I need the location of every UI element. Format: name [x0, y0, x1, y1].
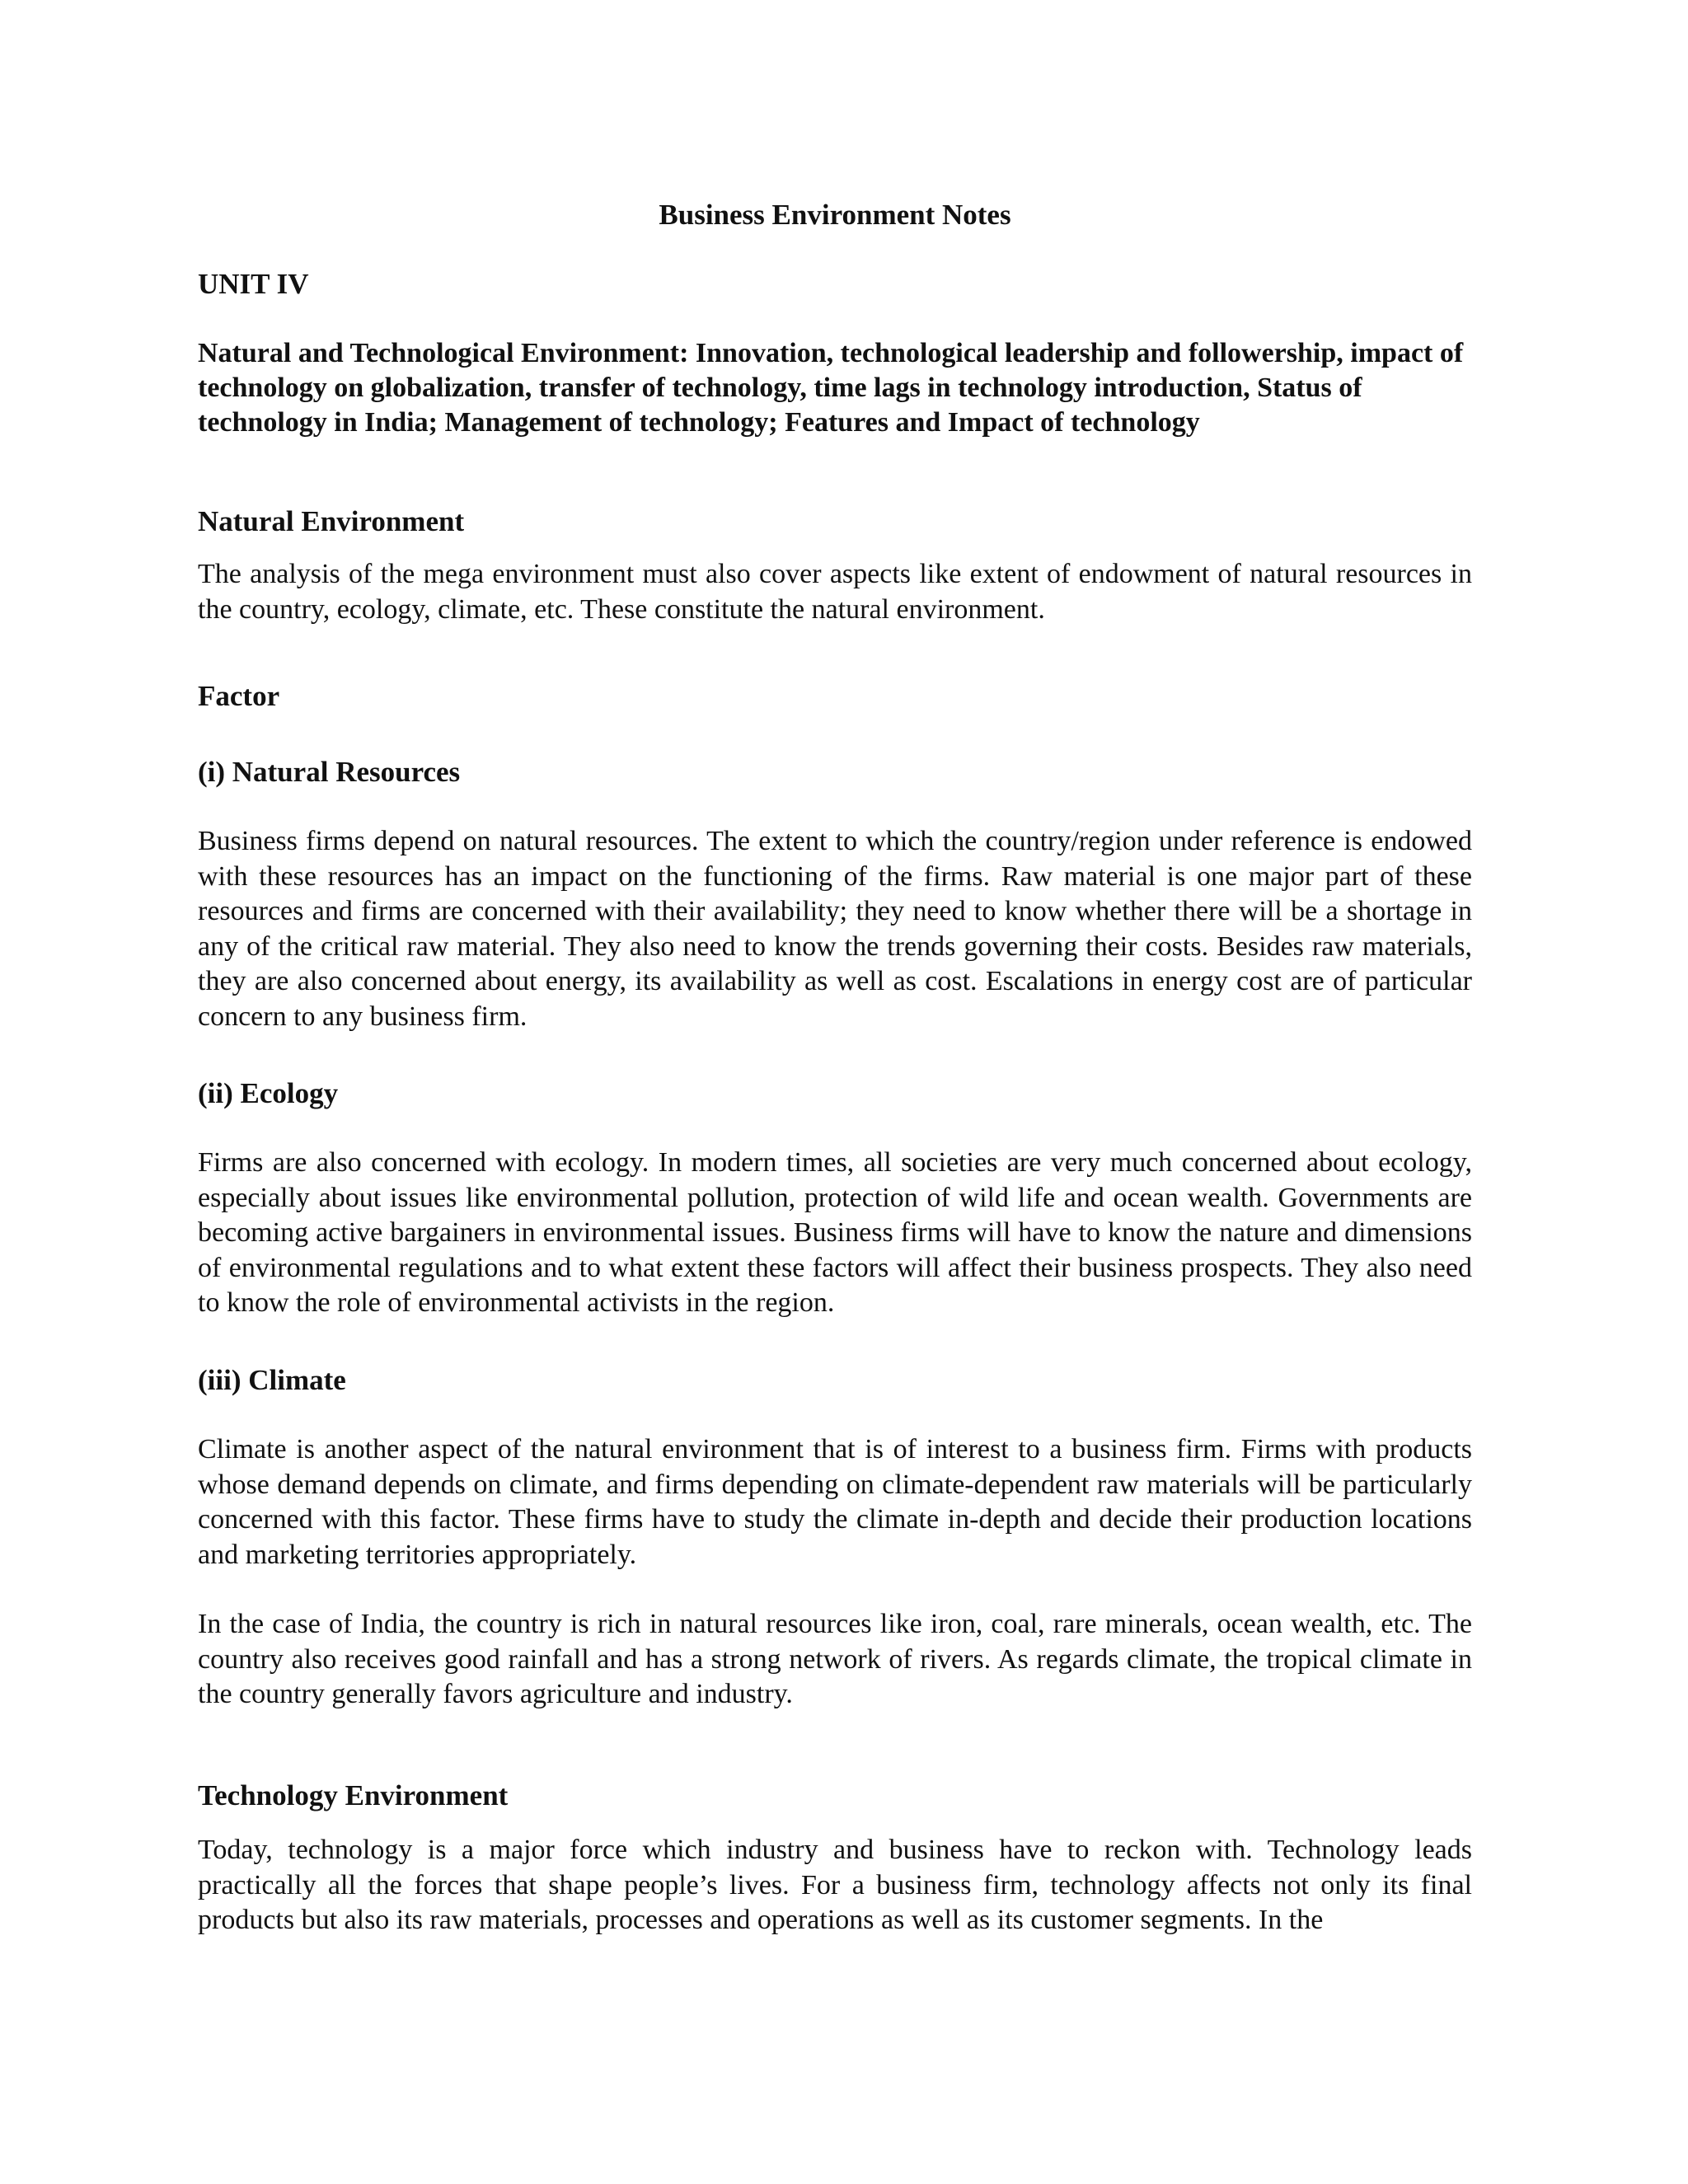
technology-environment-paragraph: Today, technology is a major force which industry and business have to reckon with. Technology leads practically all the forces that shape people’s lives. For a business firm, technology affects not only its final products but also its raw materials, processes and operations as well as its customer segments. In the	[198, 1835, 1472, 1935]
natural-environment-paragraph: The analysis of the mega environment must also cover aspects like extent of endowment of natural resources in the country, ecology, climate, etc. These constitute the natural environment.	[198, 559, 1472, 625]
ecology-heading: (ii) Ecology	[198, 1077, 339, 1109]
section-natural-environment	[198, 504, 1472, 627]
climate-heading: (iii) Climate	[198, 1364, 346, 1396]
natural-resources-paragraph: Business firms depend on natural resources. The extent to which the country/region under reference is endowed with these resources has an impact on the functioning of the firms. Raw material is one major part of these resources and firms are concerned with their availability; they need to know whether there will be a shortage in any of the critical raw material. They also need to know the trends governing their costs. Besides raw materials, they are also concerned about energy, its availability as well as cost. Escalations in energy cost are of particular concern to any business firm.	[198, 826, 1472, 1032]
unit-label: UNIT IV	[198, 268, 309, 300]
unit-syllabus: Natural and Technological Environment: Innovation, technological leadership and followership, impact of technology on globalization, transfer of technology, time lags in technology introduction, Status of technology in India; Management of technology; Features and Impact of technology	[198, 338, 1464, 438]
technology-environment-heading: Technology Environment	[198, 1779, 509, 1811]
document-page	[198, 198, 1472, 1935]
ecology-paragraph: Firms are also concerned with ecology. In modern times, all societies are very much concerned about ecology, especially about issues like environmental pollution, protection of wild life and ocean wealth. Governments are becoming active bargainers in environmental issues. Business firms will have to know the nature and dimensions of environmental regulations and to what extent these factors will affect their business prospects. They also need to know the role of environmental activists in the region.	[198, 1147, 1472, 1318]
section-factor	[198, 679, 1472, 714]
natural-environment-heading: Natural Environment	[198, 505, 465, 537]
section-ecology	[198, 1076, 1472, 1321]
section-technology-environment	[198, 1779, 1472, 1938]
section-natural-resources	[198, 755, 1472, 1034]
document-title: Business Environment Notes	[659, 199, 1011, 231]
india-climate-paragraph: In the case of India, the country is rich in natural resources like iron, coal, rare minerals, ocean wealth, etc. The country also receives good rainfall and has a strong network of rivers. As regards climate, the tropical climate in the country generally favors agriculture and industry.	[198, 1609, 1472, 1709]
section-climate	[198, 1363, 1472, 1713]
factor-heading: Factor	[198, 680, 280, 712]
natural-resources-heading: (i) Natural Resources	[198, 756, 461, 788]
climate-paragraph: Climate is another aspect of the natural environment that is of interest to a business firm. Firms with products whose demand depends on climate, and firms depending on climate-dependent raw materials will be particularly concerned with this factor. These firms have to study the climate in-depth and decide their production locations and marketing territories appropriately.	[198, 1434, 1472, 1570]
